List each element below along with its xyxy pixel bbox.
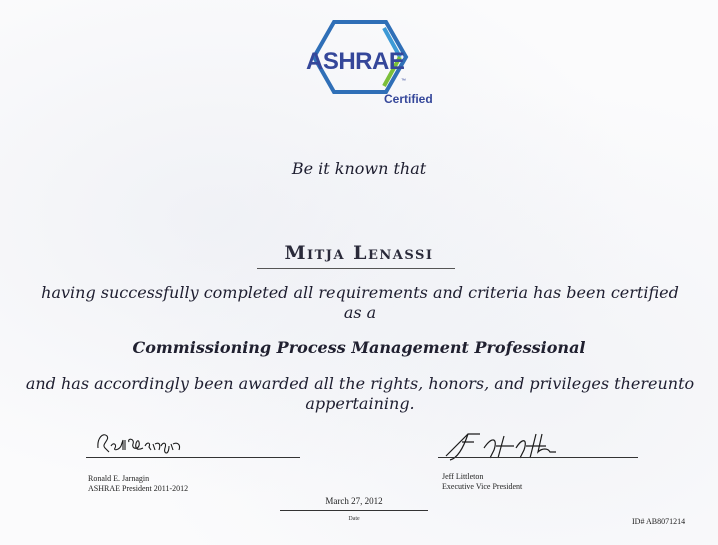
signatory-right (442, 472, 522, 492)
recipient-underline (257, 268, 455, 269)
signatory-left-title: ASHRAE President 2011-2012 (88, 484, 189, 493)
recipient-name: Mitja Lenassi (284, 242, 434, 264)
date-label: Date (348, 516, 360, 522)
signatory-right-title: Executive Vice President (442, 482, 523, 491)
signatory-left (88, 474, 188, 494)
logo-certified-label: Certified (384, 92, 433, 106)
signatory-left-name: Ronald E. Jarnagin (88, 474, 150, 483)
certificate-date: March 27, 2012 (325, 496, 383, 506)
ashrae-certified-logo (298, 20, 438, 112)
intro-text: Be it known that (291, 159, 427, 178)
privileges-statement: and has accordingly been awarded all the rights, honors, and privileges thereunto appertaining. (25, 374, 695, 413)
trademark-symbol: ™ (401, 78, 406, 84)
date-line (280, 510, 428, 511)
certification-designation: Commissioning Process Management Professional (132, 338, 586, 357)
signature-left-drawing (95, 428, 215, 458)
signatory-right-name: Jeff Littleton (442, 472, 484, 481)
signature-line-left (86, 457, 300, 458)
certificate-id: ID# AB8071214 (632, 517, 686, 526)
signature-line-right (438, 457, 638, 458)
certification-statement: having successfully completed all requirements and criteria has been certified as a (41, 283, 679, 322)
logo-wordmark: ASHRAE (306, 48, 405, 75)
